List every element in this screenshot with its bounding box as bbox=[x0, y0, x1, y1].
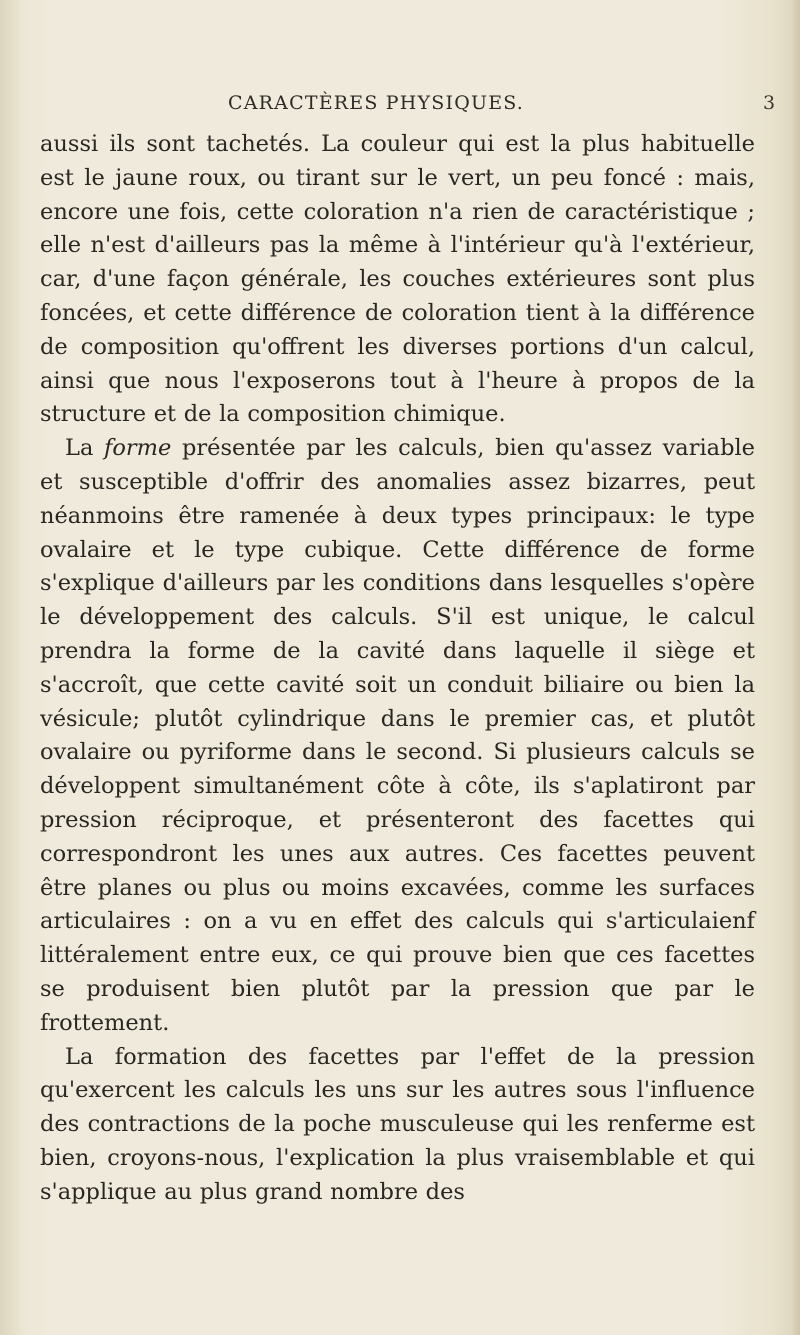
paragraph-1: aussi ils sont tachetés. La couleur qui est la plus habituelle est le jaune roux, ou tirant sur le vert, un peu foncé : mais, encore une fois, cette coloration n'a rien de caractéristique ; elle n'est d'ailleurs pas la même à l'intérieur qu'à l'extérieur, car, d'une façon générale, les couches extérieures sont plus foncées, et cette différence de coloration tient à la différence de composition qu'offrent les diverses portions d'un calcul, ainsi que nous l'exposerons tout à l'heure à propos de la structure et de la composition chimique. bbox=[40, 131, 755, 428]
body-text bbox=[40, 128, 755, 1210]
paragraph-2-text: présentée par les calculs, bien qu'assez variable et susceptible d'offrir des anomalies assez bizarres, peut néanmoins être ramenée à deux types principaux: le type ovalaire et le type cubique. Cette différence de forme s'explique d'ailleurs par les conditions dans lesquelles s'opère le développement des calculs. S'il est unique, le calcul prendra la forme de la cavité dans laquelle il siège et s'accroît, que cette cavité soit un conduit biliaire ou bien la vésicule; plutôt cylindrique dans le premier cas, et plutôt ovalaire ou pyriforme dans le second. Si plusieurs calculs se développent simultanément côte à côte, ils s'aplatiront par pression réciproque, et présenteront des facettes qui correspondront les unes aux autres. Ces facettes peuvent être planes ou plus ou moins excavées, comme les surfaces articulaires : on a vu en effet des calculs qui s'articulaienf littéralement entre eux, ce qui prouve bien que ces facettes se produisent bien plutôt par la pression que par le frottement. bbox=[40, 435, 755, 1036]
paragraph-2-lead: La bbox=[65, 435, 105, 462]
page-edge-shadow bbox=[792, 0, 800, 1335]
page-gutter-shadow bbox=[0, 0, 22, 1335]
paragraph-2 bbox=[40, 432, 755, 1040]
running-title: CARACTÈRES PHYSIQUES. bbox=[228, 92, 525, 114]
page-number: 3 bbox=[763, 92, 776, 114]
paragraph-3: La formation des facettes par l'effet de la pression qu'exercent les calculs les uns sur les autres sous l'influence des contractions de la poche musculeuse qui les renferme est bien, croyons-nous, l'explication la plus vraisemblable et qui s'applique au plus grand nombre des bbox=[40, 1043, 755, 1205]
paragraph-2-emphasis: forme bbox=[104, 435, 172, 462]
page-header bbox=[0, 92, 800, 122]
